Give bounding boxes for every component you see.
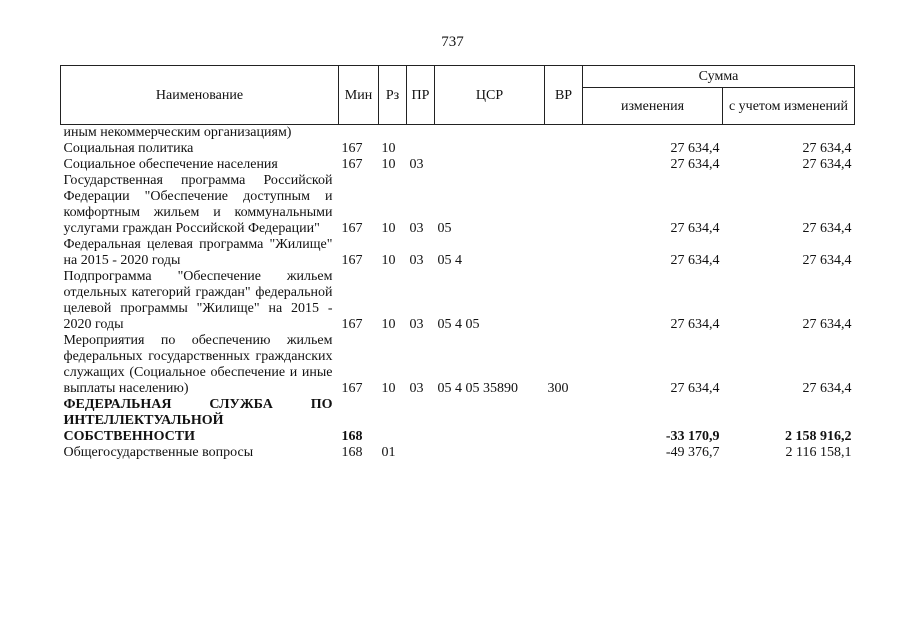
row-pr: 03 [409,253,424,268]
row-csr [435,141,545,157]
row-rz: 10 [381,141,396,156]
table-header [61,66,855,125]
header-change: изменения [583,88,723,125]
row-min: 168 [341,445,363,460]
table-row [61,237,855,269]
row-csr [435,397,545,445]
row-change: 27 634,4 [670,317,720,332]
header-name: Наименование [61,66,339,125]
row-rz: 10 [381,317,396,332]
row-vr [545,157,583,173]
row-pr: 03 [409,381,424,396]
row-name: Социальное обеспечение населения [63,157,278,172]
row-vr [545,269,583,333]
header-pr: ПР [407,66,435,125]
row-csr: 05 [437,221,452,236]
row-total: 27 634,4 [802,221,852,236]
table-row [61,173,855,237]
row-pr [407,141,435,157]
row-vr [545,445,583,461]
row-min: 167 [341,317,363,332]
table-row [61,445,855,461]
row-pr [407,397,435,445]
row-change: 27 634,4 [670,141,720,156]
row-csr [435,157,545,173]
row-change: -33 170,9 [665,429,720,444]
row-total: 2 158 916,2 [785,429,852,444]
row-name: Государственная программа Российской Федерации "Обеспечение доступным и комфортным жильем и коммунальными услугами граждан Российской Федерации" [63,173,333,236]
row-min: 167 [341,141,363,156]
row-rz [379,125,407,142]
row-total: 27 634,4 [802,253,852,268]
row-csr: 05 4 05 [437,317,480,332]
budget-table [60,65,855,461]
row-vr [545,397,583,445]
row-rz: 10 [381,157,396,172]
row-rz [379,397,407,445]
row-change: -49 376,7 [665,445,720,460]
row-total: 27 634,4 [802,157,852,172]
row-rz: 10 [381,253,396,268]
header-summa: Сумма [583,66,855,88]
table-row [61,157,855,173]
row-pr: 03 [409,317,424,332]
row-vr [545,173,583,237]
table-row [61,333,855,397]
row-change: 27 634,4 [670,157,720,172]
row-name: Мероприятия по обеспечению жильем федеральных государственных гражданских служащих (Социальное обеспечение и иные выплаты населению) [63,333,333,396]
row-vr [545,141,583,157]
table-row [61,269,855,333]
row-total: 27 634,4 [802,141,852,156]
table-row [61,397,855,445]
row-change: 27 634,4 [670,381,720,396]
row-pr [407,125,435,142]
row-min: 168 [341,429,363,444]
row-min [339,125,379,142]
row-csr: 05 4 05 35890 [437,381,518,396]
row-name: Подпрограмма "Обеспечение жильем отдельных категорий граждан" федеральной целевой программы "Жилище" на 2015 - 2020 годы [63,269,333,332]
header-csr: ЦСР [435,66,545,125]
row-rz: 10 [381,381,396,396]
row-rz: 01 [381,445,396,460]
row-total: 27 634,4 [802,381,852,396]
row-name: Социальная политика [63,141,194,156]
row-change [583,125,723,142]
table-row [61,125,855,142]
header-min: Мин [339,66,379,125]
row-name: Федеральная целевая программа "Жилище" на 2015 - 2020 годы [63,237,333,268]
header-rz: Рз [379,66,407,125]
table-row [61,141,855,157]
row-csr [435,445,545,461]
row-change: 27 634,4 [670,221,720,236]
row-name: иным некоммерческим организациям) [63,125,292,140]
row-pr: 03 [409,157,424,172]
row-csr: 05 4 [437,253,462,268]
row-name: Общегосударственные вопросы [63,445,254,460]
row-csr [435,125,545,142]
header-with-change: с учетом изменений [723,88,855,125]
row-min: 167 [341,381,363,396]
header-vr: ВР [545,66,583,125]
row-min: 167 [341,157,363,172]
row-name: ФЕДЕРАЛЬНАЯ СЛУЖБА ПО ИНТЕЛЛЕКТУАЛЬНОЙ СОБСТВЕННОСТИ [63,397,333,444]
row-min: 167 [341,221,363,236]
row-pr: 03 [409,221,424,236]
row-vr [545,237,583,269]
row-pr [407,445,435,461]
page-number: 737 [441,34,464,50]
row-vr [545,125,583,142]
row-vr: 300 [547,381,569,396]
row-min: 167 [341,253,363,268]
row-total [723,125,855,142]
row-rz: 10 [381,221,396,236]
row-change: 27 634,4 [670,253,720,268]
row-total: 27 634,4 [802,317,852,332]
row-total: 2 116 158,1 [785,445,852,460]
